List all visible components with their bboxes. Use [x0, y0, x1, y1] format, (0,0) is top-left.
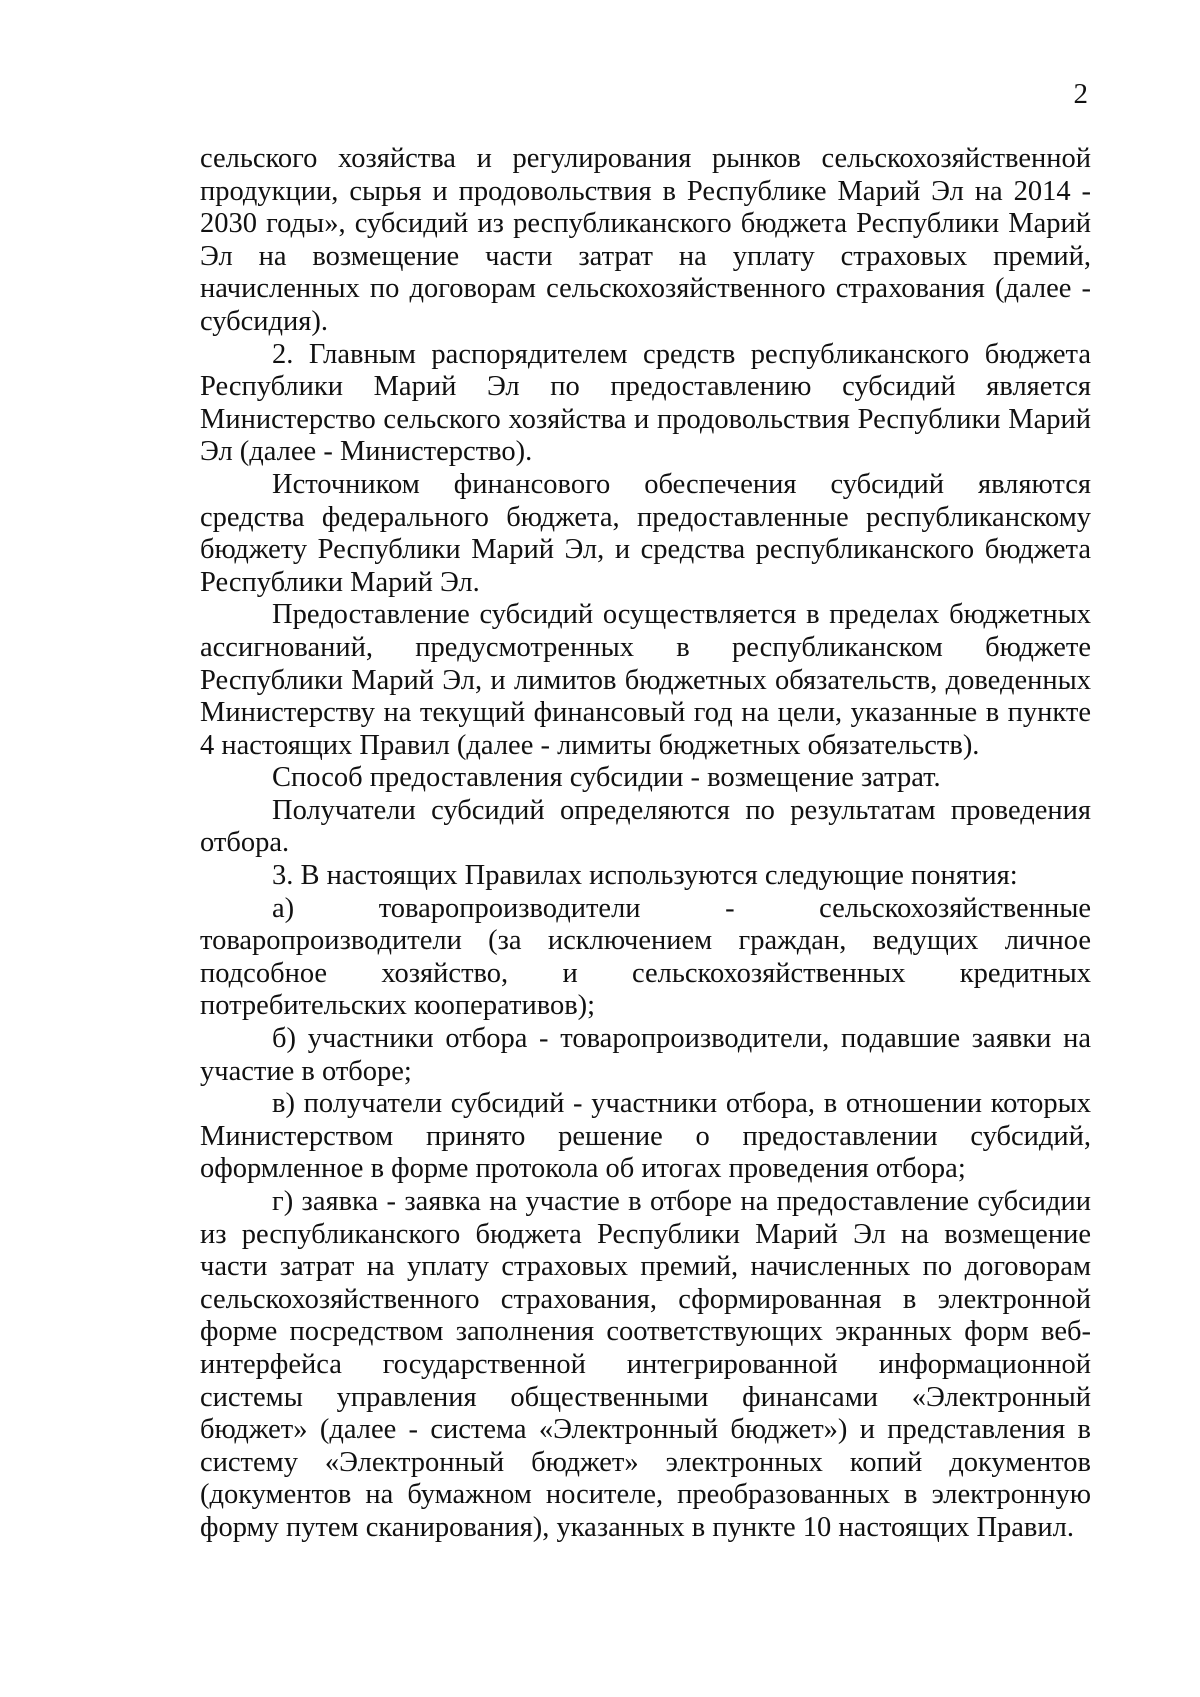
- paragraph-clause-3: 3. В настоящих Правилах используются следующие понятия:: [272, 860, 1018, 892]
- paragraph-funding-source: Источником финансового обеспечения субсидий являются средства федерального бюджета, предоставленные республиканскому бюджету Республики Марий Эл, и средства республиканского бюджета Республики Марий Эл.: [200, 468, 1091, 598]
- paragraph-definition-a: а) товаропроизводители - сельскохозяйственные товаропроизводители (за исключением граждан, ведущих личное подсобное хозяйство, и сельскохозяйственных кредитных потребительских кооперативов);: [200, 892, 1091, 1022]
- paragraph-method: Способ предоставления субсидии - возмещение затрат.: [272, 762, 941, 794]
- document-body: [200, 143, 1091, 1545]
- paragraph-definition-g: г) заявка - заявка на участие в отборе на предоставление субсидии из республиканского бюджета Республики Марий Эл на возмещение части затрат на уплату страховых премий, начисленных по договорам сельскохозяйственного страхования, сформированная в электронной форме посредством заполнения соответствующих экранных форм веб-интерфейса государственной интегрированной информационной системы управления общественными финансами «Электронный бюджет» (далее - система «Электронный бюджет») и представления в систему «Электронный бюджет» электронных копий документов (документов на бумажном носителе, преобразованных в электронную форму путем сканирования), указанных в пункте 10 настоящих Правил.: [200, 1186, 1091, 1543]
- paragraph-budget-limits: Предоставление субсидий осуществляется в пределах бюджетных ассигнований, предусмотренных в республиканском бюджете Республики Марий Эл, и лимитов бюджетных обязательств, доведенных Министерству на текущий финансовый год на цели, указанные в пункте 4 настоящих Правил (далее - лимиты бюджетных обязательств).: [200, 599, 1091, 761]
- paragraph-recipients: Получатели субсидий определяются по результатам проведения отбора.: [200, 794, 1091, 859]
- paragraph-clause-2: 2. Главным распорядителем средств республиканского бюджета Республики Марий Эл по предоставлению субсидий является Министерство сельского хозяйства и продовольствия Республики Марий Эл (далее - Министерство).: [200, 338, 1091, 468]
- paragraph-continuation: сельского хозяйства и регулирования рынков сельскохозяйственной продукции, сырья и продовольствия в Республике Марий Эл на 2014 - 2030 годы», субсидий из республиканского бюджета Республики Марий Эл на возмещение части затрат на уплату страховых премий, начисленных по договорам сельскохозяйственного страхования (далее - субсидия).: [200, 143, 1091, 337]
- paragraph-definition-b: б) участники отбора - товаропроизводители, подавшие заявки на участие в отборе;: [200, 1023, 1091, 1087]
- paragraph-definition-v: в) получатели субсидий - участники отбора, в отношении которых Министерством принято решение о предоставлении субсидий, оформленное в форме протокола об итогах проведения отбора;: [200, 1088, 1091, 1185]
- page-number: 2: [1073, 78, 1088, 110]
